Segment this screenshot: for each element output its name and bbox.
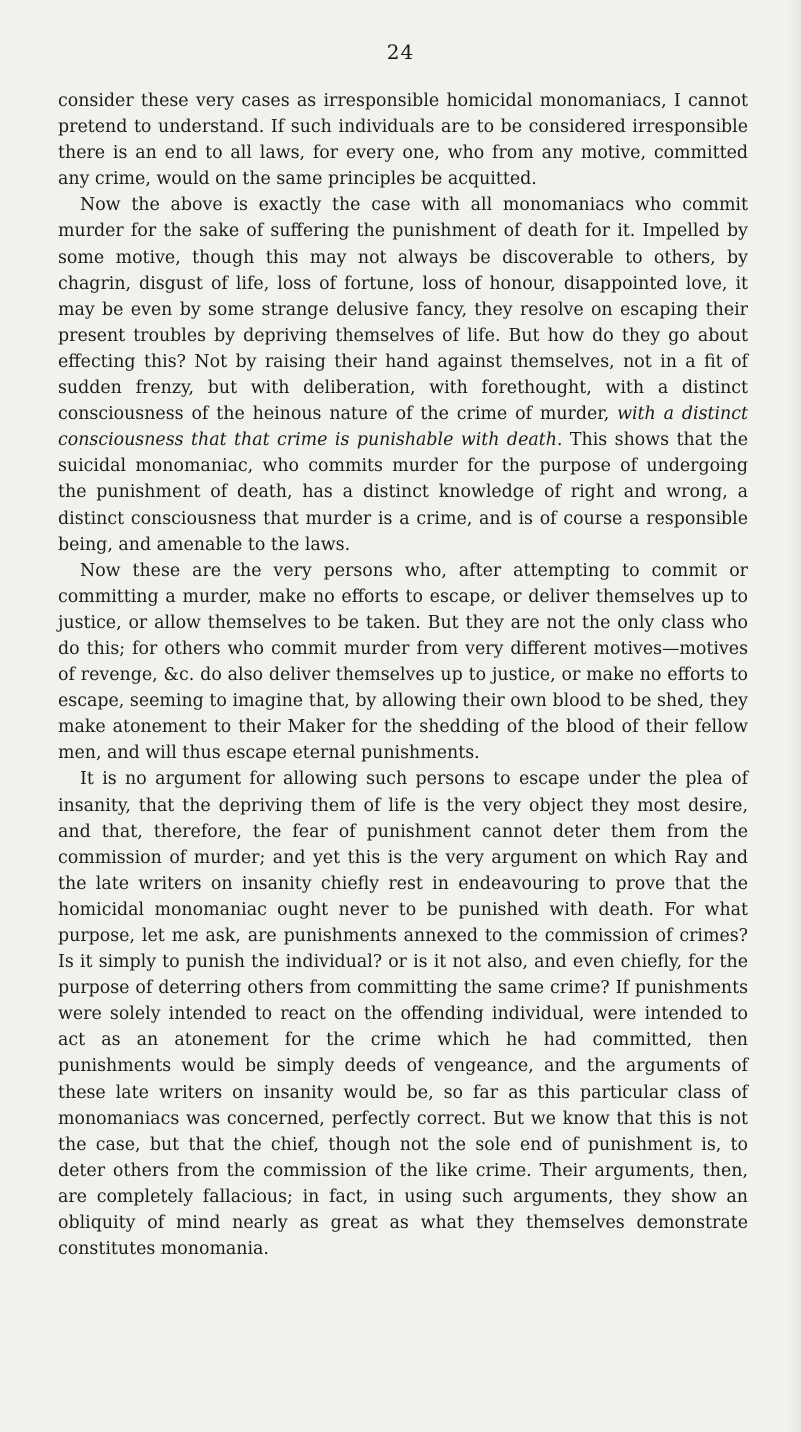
paragraph-2 [58,192,748,557]
paragraph-3: Now these are the very persons who, after attempting to commit or committing a murder, make no efforts to escape, or deliver themselves up to justice, or allow themselves to be taken. But they are not the only class who do this; for others who commit murder from very different motives—motives of revenge, &c. do also deliver themselves up to justice, or make no efforts to escape, seeming to imagine that, by allowing their own blood to be shed, they make atonement to their Maker for the shedding of the blood of their fellow men, and will thus escape eternal punishments. [58,560,748,764]
page-edge-shadow [787,0,801,1432]
paragraph-2-text-after: This shows that the suicidal monomaniac, who commits murder for the purpose of undergoing the punishment of death, has a distinct knowledge of right and wrong, a distinct consciousness that murder is a crime, and is of course a responsible being, and amenable to the laws. [58,430,748,555]
paragraph-2-text-before: Now the above is exactly the case with all monomaniacs who commit murder for the sake of suffering the punishment of death for it. Impelled by some motive, though this may not always be discoverable to others, by chagrin, disgust of life, loss of fortune, loss of honour, disappointed love, it may be even by some strange delusive fancy, they resolve on escaping their present troubles by depriving themselves of life. But how do they go about effecting this? Not by raising their hand against themselves, not in a fit of sudden frenzy, but with deliberation, with forethought, with a distinct consciousness of the heinous nature of the crime of murder, [58,195,748,425]
body-text [58,88,748,1262]
paragraph-2-italic-text: with a distinct consciousness that that crime is punishable with death. [58,404,748,451]
paragraph-1: consider these very cases as irresponsible homicidal monomaniacs, I cannot pretend to understand. If such individuals are to be considered irresponsible there is an end to all laws, for every one, who from any motive, committed any crime, would on the same principles be acquitted. [58,91,748,190]
paragraph-4: It is no argument for allowing such persons to escape under the plea of insanity, that the depriving them of life is the very object they most desire, and that, therefore, the fear of punishment cannot deter them from the commission of murder; and yet this is the very argument on which Ray and the late writers on insanity chiefly rest in endeavouring to prove that the homicidal monomaniac ought never to be punished with death. For what purpose, let me ask, are punishments annexed to the commission of crimes? Is it simply to punish the individual? or is it not also, and even chiefly, for the purpose of deterring others from committing the same crime? If punishments were solely intended to react on the offending individual, were intended to act as an atonement for the crime which he had committed, then punishments would be simply deeds of vengeance, and the arguments of these late writers on insanity would be, so far as this particular class of monomaniacs was concerned, perfectly correct. But we know that this is not the case, but that the chief, though not the sole end of punishment is, to deter others from the commission of the like crime. Their arguments, then, are completely fallacious; in fact, in using such arguments, they show an obliquity of mind nearly as great as what they themselves demonstrate constitutes monomania. [58,769,748,1260]
page-number: 24 [386,40,415,64]
